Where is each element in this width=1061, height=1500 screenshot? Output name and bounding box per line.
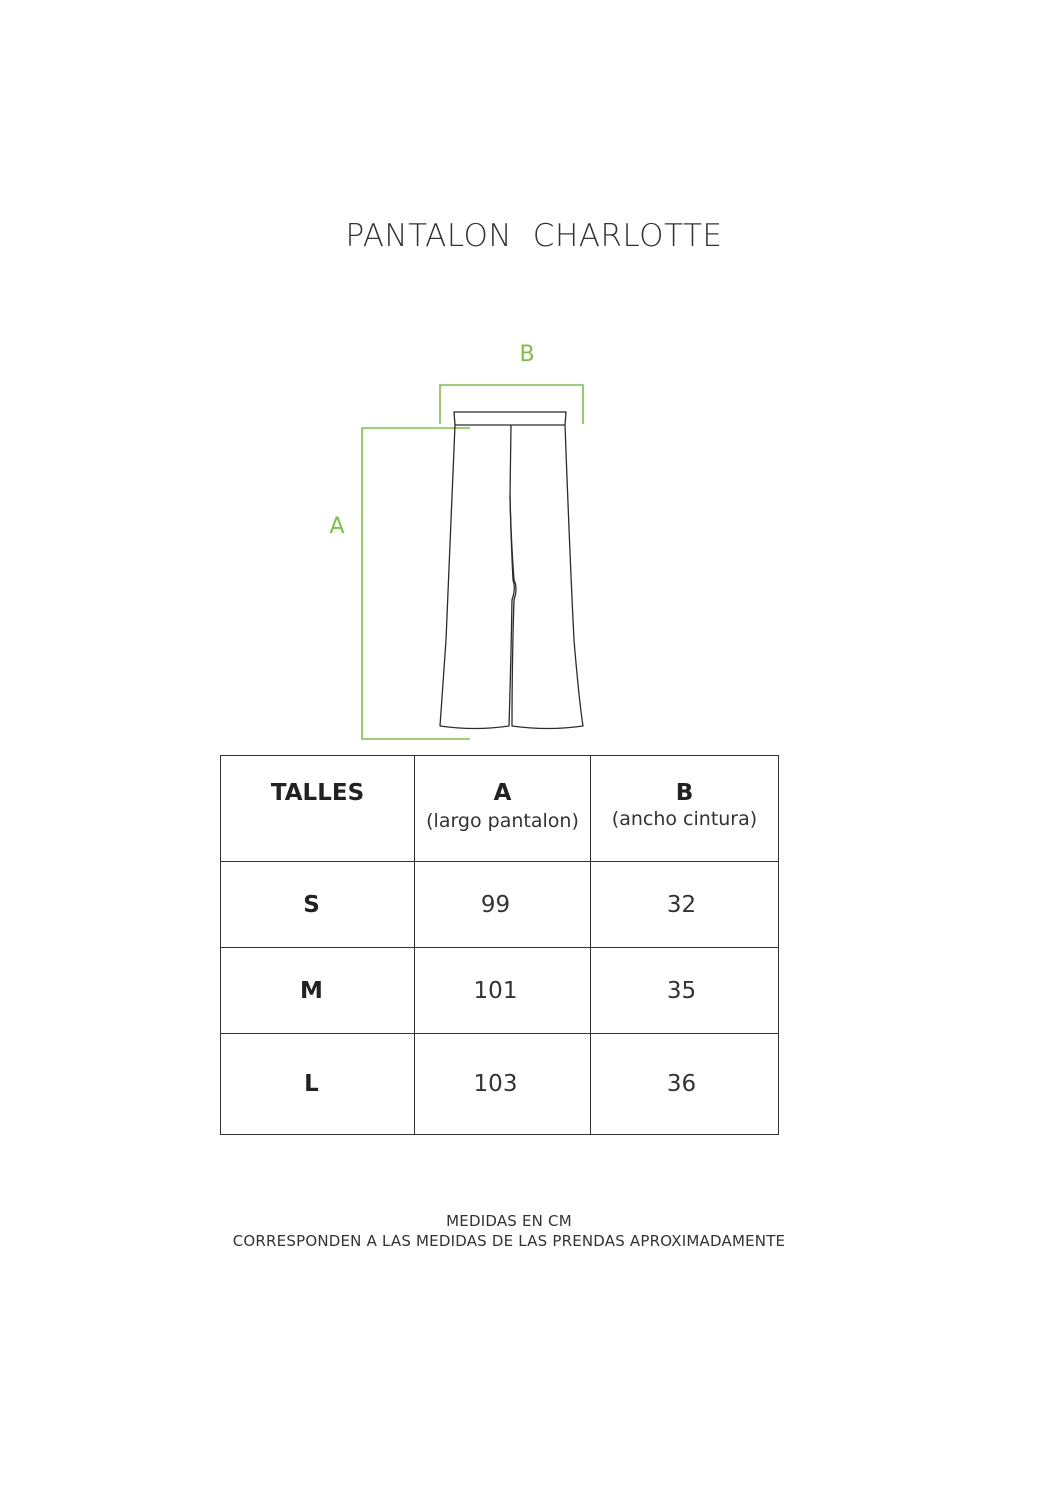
footer-units: MEDIDAS EN CM — [446, 1212, 572, 1230]
footer-note: CORRESPONDEN A LAS MEDIDAS DE LAS PRENDAS APROXIMADAMENTE — [232, 1232, 786, 1250]
table-row — [221, 862, 779, 948]
row-b-value: 32 — [666, 891, 697, 918]
page-title: PANTALON CHARLOTTE — [345, 218, 723, 254]
row-size: M — [300, 977, 323, 1004]
header-a — [415, 756, 591, 862]
row-a-value: 101 — [473, 977, 518, 1004]
table-header-row — [221, 756, 779, 862]
header-b — [591, 756, 779, 862]
size-table — [220, 755, 779, 1135]
header-b-label: B — [675, 780, 694, 806]
row-size: L — [304, 1071, 319, 1097]
header-a-label: A — [493, 780, 512, 806]
row-b-value: 35 — [666, 977, 697, 1004]
row-size: S — [303, 891, 320, 918]
header-size-label: TALLES — [270, 780, 365, 806]
measure-a-label: A — [329, 514, 345, 539]
row-a-value: 99 — [480, 891, 511, 918]
header-a-sub: (largo pantalon) — [426, 810, 579, 832]
pants-outline-icon — [440, 412, 583, 729]
row-a-value: 103 — [473, 1071, 518, 1097]
measure-b-bracket — [440, 385, 583, 424]
table-row — [221, 948, 779, 1034]
row-b-value: 36 — [666, 1071, 697, 1097]
table-row — [221, 1034, 779, 1135]
measure-b-label: B — [519, 342, 535, 367]
header-b-sub: (ancho cintura) — [611, 808, 758, 830]
header-size — [221, 756, 415, 862]
measure-a-bracket — [362, 428, 470, 739]
